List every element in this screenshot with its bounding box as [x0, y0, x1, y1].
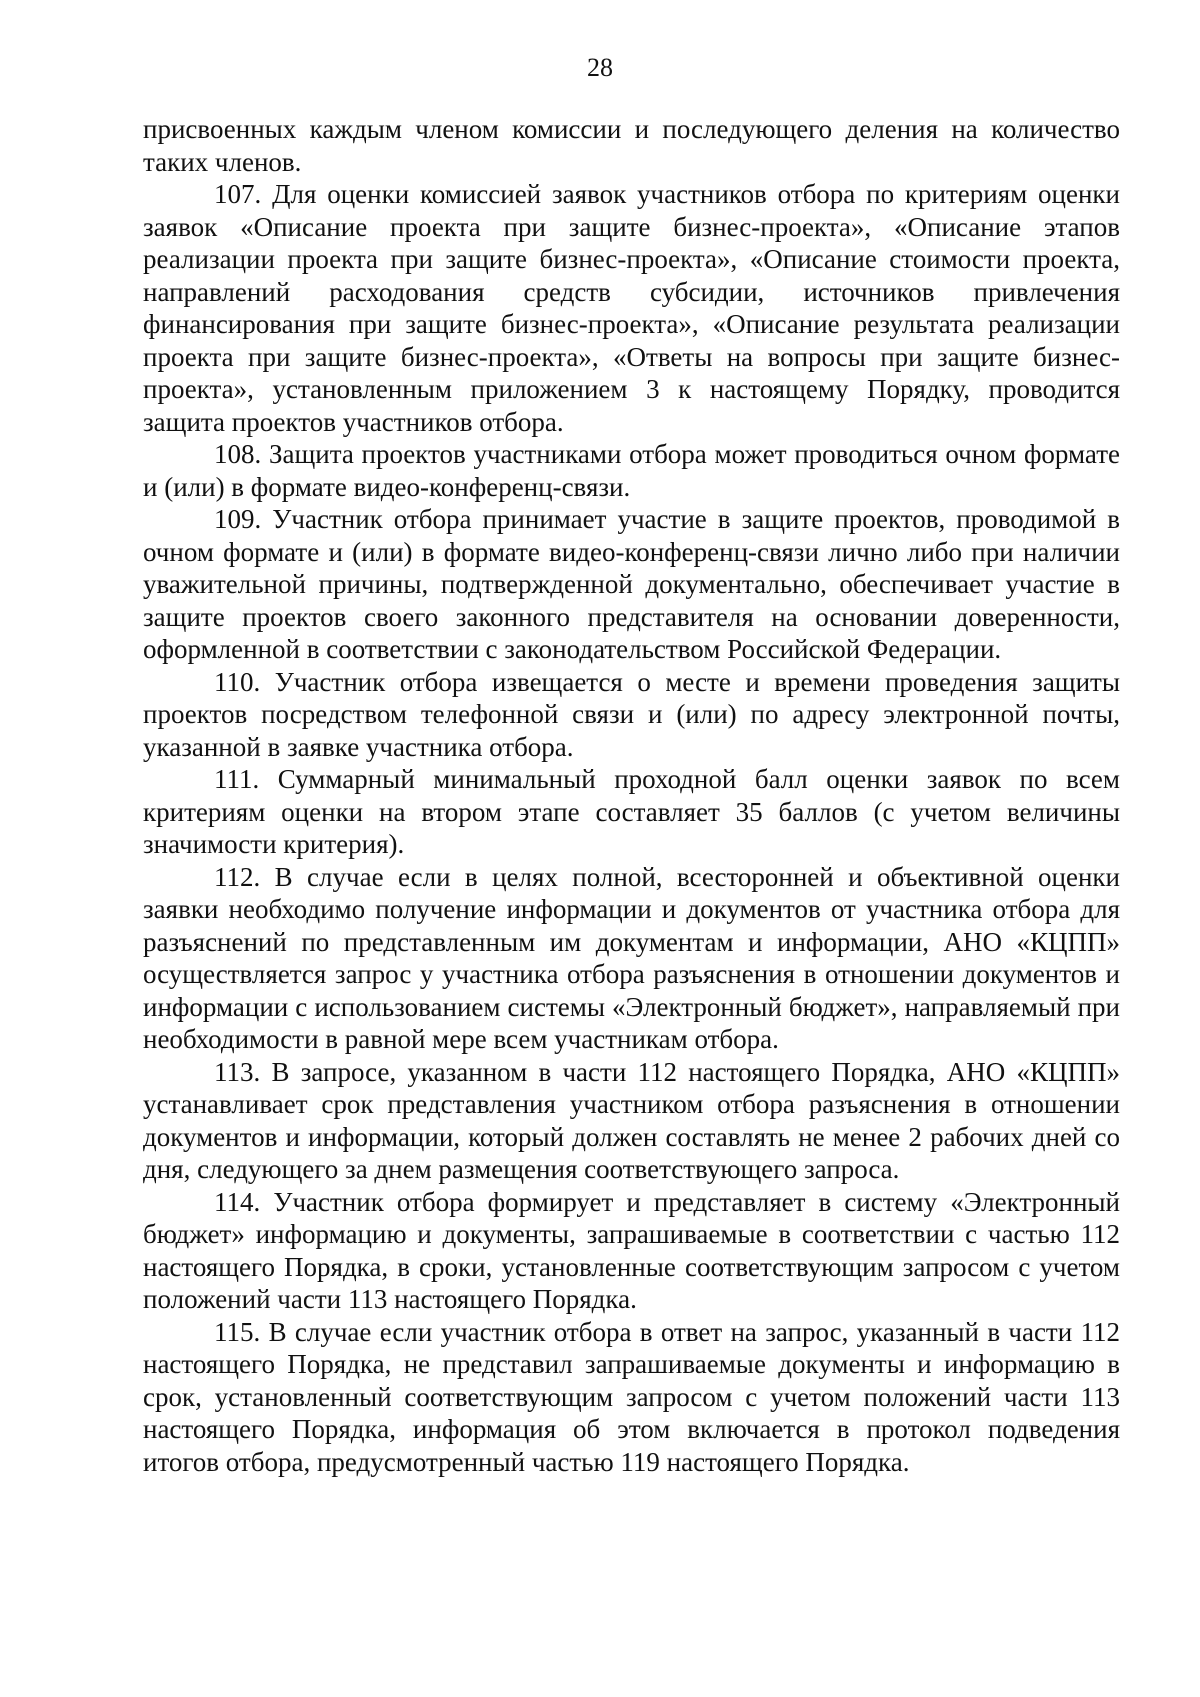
- paragraph-108: 108. Защита проектов участниками отбора может проводиться очном формате и (или) в формате видео-конференц-связи.: [143, 439, 1120, 502]
- paragraph-107: 107. Для оценки комиссией заявок участников отбора по критериям оценки заявок «Описание проекта при защите бизнес-проекта», «Описание этапов реализации проекта при защите бизнес-проекта», «Описание стоимости проекта, направлений расходования средств субсидии, источников привлечения финансирования при защите бизнес-проекта», «Описание результата реализации проекта при защите бизнес-проекта», «Ответы на вопросы при защите бизнес-проекта», установленным приложением 3 к настоящему Порядку, проводится защита проектов участников отбора.: [143, 179, 1120, 437]
- paragraph-113: 113. В запросе, указанном в части 112 настоящего Порядка, АНО «КЦПП» устанавливает срок представления участником отбора разъяснения в отношении документов и информации, который должен составлять не менее 2 рабочих дней со дня, следующего за днем размещения соответствующего запроса.: [143, 1056, 1120, 1184]
- paragraph-115: 115. В случае если участник отбора в ответ на запрос, указанный в части 112 настоящего Порядка, не представил запрашиваемые документы и информацию в срок, установленный соответствующим запросом с учетом положений части 113 настоящего Порядка, информация об этом включается в протокол подведения итогов отбора, предусмотренный частью 119 настоящего Порядка.: [143, 1316, 1120, 1477]
- paragraph-continuation: присвоенных каждым членом комиссии и последующего деления на количество таких членов.: [143, 114, 1120, 177]
- paragraph-111: 111. Суммарный минимальный проходной балл оценки заявок по всем критериям оценки на втором этапе составляет 35 баллов (с учетом величины значимости критерия).: [143, 764, 1120, 859]
- document-body: [143, 113, 1120, 1478]
- paragraph-114: 114. Участник отбора формирует и представляет в систему «Электронный бюджет» информацию и документы, запрашиваемые в соответствии с частью 112 настоящего Порядка, в сроки, установленные соответствующим запросом с учетом положений части 113 настоящего Порядка.: [143, 1186, 1120, 1314]
- paragraph-112: 112. В случае если в целях полной, всесторонней и объективной оценки заявки необходимо получение информации и документов от участника отбора для разъяснений по представленным им документам и информации, АНО «КЦПП» осуществляется запрос у участника отбора разъяснения в отношении документов и информации с использованием системы «Электронный бюджет», направляемый при необходимости в равной мере всем участникам отбора.: [143, 861, 1120, 1054]
- paragraph-109: 109. Участник отбора принимает участие в защите проектов, проводимой в очном формате и (или) в формате видео-конференц-связи лично либо при наличии уважительной причины, подтвержденной документально, обеспечивает участие в защите проектов своего законного представителя на основании доверенности, оформленной в соответствии с законодательством Российской Федерации.: [143, 504, 1120, 664]
- page-number: 28: [587, 53, 613, 82]
- paragraph-110: 110. Участник отбора извещается о месте и времени проведения защиты проектов посредством телефонной связи и (или) по адресу электронной почты, указанной в заявке участника отбора.: [143, 666, 1120, 762]
